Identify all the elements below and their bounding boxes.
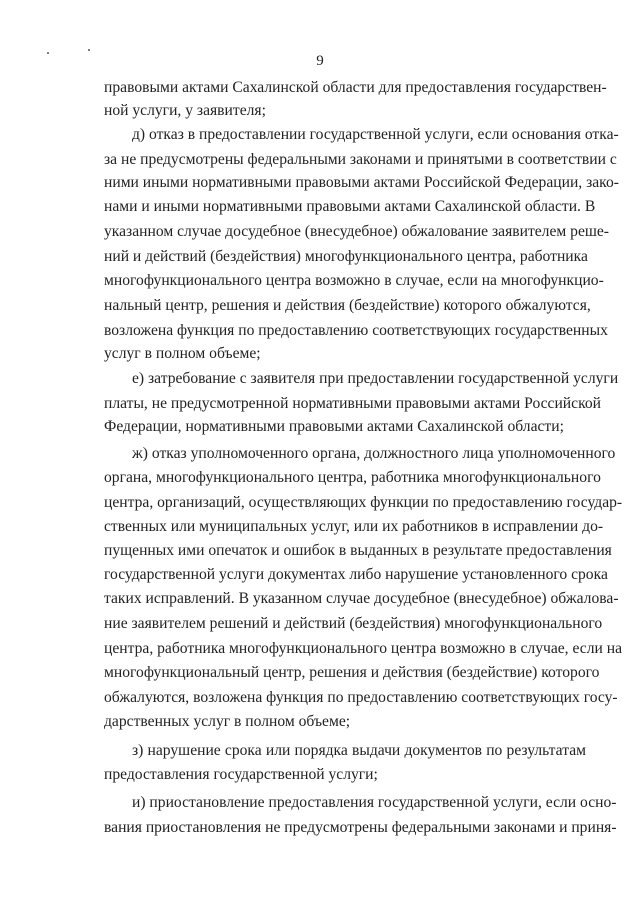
- text-line: и) приостановление предоставления государственной услуги, если осно-: [132, 794, 617, 811]
- text-line: ними иными нормативными правовыми актами Российской Федерации, зако-: [104, 174, 619, 191]
- text-line: ние заявителем решений и действий (бездействия) многофункционального: [104, 615, 603, 632]
- text-line: ственных или муниципальных услуг, или их работников в исправлении до-: [104, 518, 604, 535]
- text-line: правовыми актами Сахалинской области для предоставления государствен-: [104, 79, 607, 96]
- text-line: з) нарушение срока или порядка выдачи документов по результатам: [132, 742, 586, 759]
- text-line: услуг в полном объеме;: [104, 345, 261, 362]
- text-line: нальный центр, решения и действия (бездействие) которого обжалуются,: [104, 297, 591, 314]
- text-line: ж) отказ уполномоченного органа, должностного лица уполномоченного: [132, 445, 616, 462]
- text-line: вания приостановления не предусмотрены федеральными законами и приня-: [104, 819, 617, 836]
- text-line: многофункционального центра возможно в случае, если на многофункцио-: [104, 272, 604, 289]
- text-line: указанном случае досудебное (внесудебное) обжалование заявителем реше-: [104, 223, 609, 240]
- text-line: центра, работника многофункционального центра возможно в случае, если на: [104, 640, 622, 657]
- text-line: д) отказ в предоставлении государственной услуги, если основания отка-: [132, 126, 619, 143]
- text-line: центра, организаций, осуществляющих функции по предоставлению государ-: [104, 494, 623, 511]
- text-line: платы, не предусмотренной нормативными правовыми актами Российской: [104, 395, 602, 412]
- text-line: пущенных ими опечаток и ошибок в выданных в результате предоставления: [104, 542, 612, 559]
- text-line: нами и иными нормативными правовыми актами Сахалинской области. В: [104, 198, 596, 215]
- text-line: предоставления государственной услуги;: [104, 766, 378, 783]
- text-line: Федерации, нормативными правовыми актами Сахалинской области;: [104, 418, 564, 435]
- text-line: таких исправлений. В указанном случае досудебное (внесудебное) обжалова-: [104, 590, 619, 607]
- text-line: е) затребование с заявителя при предоставлении государственной услуги: [132, 370, 619, 387]
- text-line: за не предусмотрены федеральными законами и принятыми в соответствии с: [104, 151, 617, 168]
- text-line: ной услуги, у заявителя;: [104, 102, 266, 119]
- text-line: органа, многофункционального центра, работника многофункционального: [104, 469, 601, 486]
- scan-speck: [88, 49, 90, 51]
- text-line: многофункциональный центр, решения и действия (бездействие) которого: [104, 664, 600, 681]
- text-line: дарственных услуг в полном объеме;: [104, 713, 351, 730]
- text-line: ний и действий (бездействия) многофункционального центра, работника: [104, 248, 588, 265]
- page-number: 9: [316, 53, 324, 69]
- text-line: обжалуются, возложена функция по предоставлению соответствующих госу-: [104, 689, 618, 706]
- text-line: государственной услуги документах либо нарушение установленного срока: [104, 566, 608, 583]
- text-line: возложена функция по предоставлению соответствующих государственных: [104, 322, 608, 339]
